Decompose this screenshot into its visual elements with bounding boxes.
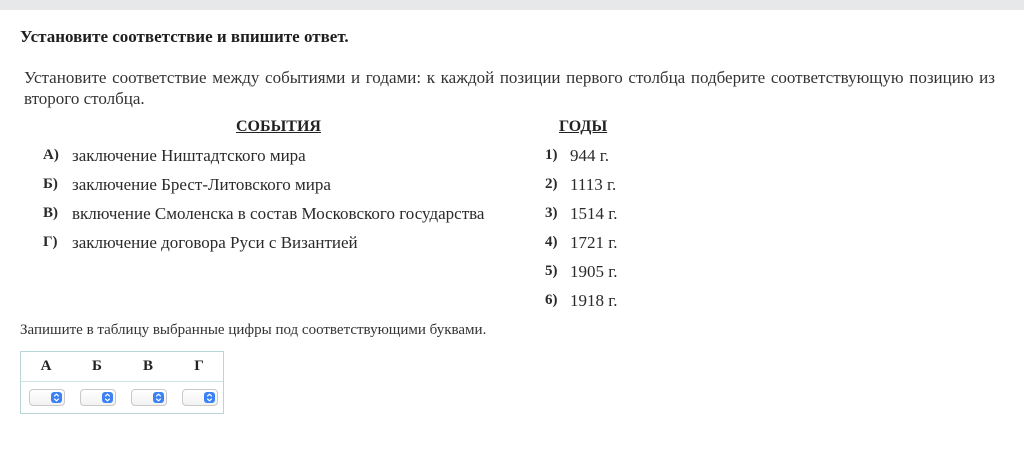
up-down-chevron-icon xyxy=(102,392,113,403)
top-bar xyxy=(0,0,1024,10)
event-marker: В) xyxy=(43,205,58,221)
years-column-header: ГОДЫ xyxy=(559,118,608,135)
up-down-chevron-icon xyxy=(51,392,62,403)
answer-table-header xyxy=(21,352,223,382)
answer-select-v[interactable] xyxy=(131,389,167,406)
event-text: заключение договора Руси с Византией xyxy=(72,233,358,252)
answer-table xyxy=(20,351,224,414)
answer-select-a[interactable] xyxy=(29,389,65,406)
answer-letter-v: В xyxy=(142,358,153,374)
year-text: 1905 г. xyxy=(570,262,618,281)
event-marker: Г) xyxy=(43,234,58,250)
year-text: 944 г. xyxy=(570,146,610,165)
year-marker: 4) xyxy=(545,234,558,250)
task-statement: Установите соответствие между событиями и годами: к каждой позиции первого столбца подберите соответствующую позицию из второго столбца. xyxy=(24,68,995,108)
year-text: 1721 г. xyxy=(570,233,618,252)
up-down-chevron-icon xyxy=(153,392,164,403)
answer-letter-g: Г xyxy=(194,358,204,374)
event-text: заключение Ништадтского мира xyxy=(72,146,306,165)
event-marker: Б) xyxy=(43,176,58,192)
answer-instruction: Запишите в таблицу выбранные цифры под соответствующими буквами. xyxy=(20,322,487,338)
events-column-header: СОБЫТИЯ xyxy=(236,118,321,135)
year-text: 1918 г. xyxy=(570,291,618,310)
answer-letter-a: А xyxy=(40,358,52,374)
year-marker: 1) xyxy=(545,147,558,163)
event-text: заключение Брест-Литовского мира xyxy=(72,175,331,194)
year-text: 1113 г. xyxy=(570,175,617,194)
event-marker: А) xyxy=(43,147,59,163)
up-down-chevron-icon xyxy=(204,392,215,403)
year-marker: 2) xyxy=(545,176,558,192)
year-text: 1514 г. xyxy=(570,204,618,223)
task-title: Установите соответствие и впишите ответ. xyxy=(20,27,349,46)
year-marker: 3) xyxy=(545,205,558,221)
answer-select-g[interactable] xyxy=(182,389,218,406)
year-marker: 5) xyxy=(545,263,558,279)
event-text: включение Смоленска в состав Московского государства xyxy=(72,204,485,223)
answer-letter-b: Б xyxy=(92,358,102,374)
year-marker: 6) xyxy=(545,292,558,308)
answer-select-b[interactable] xyxy=(80,389,116,406)
